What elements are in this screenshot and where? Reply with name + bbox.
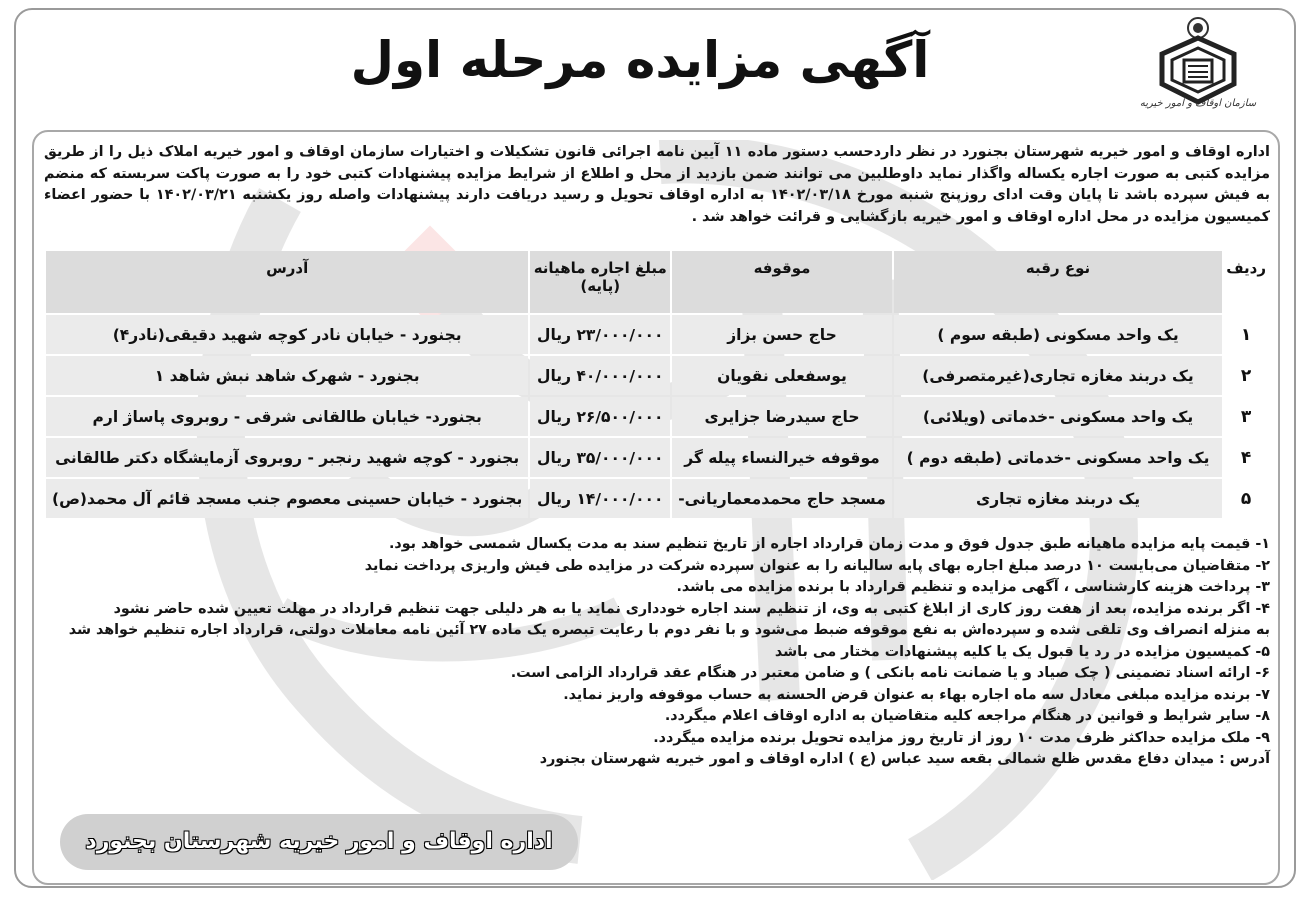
cell-address: بجنورد - کوچه شهید رنجبر - روبروی آزمایشگاه دکتر طالقانی <box>46 438 528 477</box>
cell-row-number: ۲ <box>1224 356 1268 395</box>
cell-row-number: ۴ <box>1224 438 1268 477</box>
cell-property-type: یک دربند مغازه تجاری <box>894 479 1222 518</box>
cell-monthly-rent: ۴۰/۰۰۰/۰۰۰ ریال <box>530 356 670 395</box>
table-header-row <box>46 251 1268 313</box>
cell-monthly-rent: ۱۴/۰۰۰/۰۰۰ ریال <box>530 479 670 518</box>
cell-address: بجنورد - خیابان نادر کوچه شهید دقیقی(نادر۴) <box>46 315 528 354</box>
table-row <box>46 479 1268 518</box>
term-item: ۱- قیمت پایه مزایده ماهیانه طبق جدول فوق و مدت زمان قرارداد اجاره از تاریخ تنظیم سند به مدت یکسال شمسی خواهد بود. <box>388 536 1270 552</box>
intro-paragraph <box>44 142 1270 242</box>
table-row <box>46 356 1268 395</box>
cell-monthly-rent: ۲۳/۰۰۰/۰۰۰ ریال <box>530 315 670 354</box>
term-item: ۸- سایر شرایط و قوانین در هنگام مراجعه کلیه متقاضیان به اداره اوقاف اعلام میگردد. <box>664 708 1270 724</box>
cell-endowment: حاج سیدرضا جزایری <box>672 397 892 436</box>
cell-row-number: ۳ <box>1224 397 1268 436</box>
term-item: ۳- پرداخت هزینه کارشناسی ، آگهی مزایده و تنظیم قرارداد با برنده مزایده می باشد. <box>676 579 1270 595</box>
term-item: ۷- برنده مزایده مبلغی معادل سه ماه اجاره بهاء به عنوان قرض الحسنه به حساب موقوفه واریز نماید. <box>563 686 1270 703</box>
cell-address: بجنورد - خیابان حسینی معصوم جنب مسجد قائم آل محمد(ص) <box>46 479 528 518</box>
header-row-number: ردیف <box>1224 251 1268 313</box>
cell-endowment: موقوفه خیرالنساء پیله گر <box>672 438 892 477</box>
header-property-type: نوع رقبه <box>894 251 1222 313</box>
page-title: آگهی مزایده مرحله اول <box>350 31 930 89</box>
term-item: ۴- اگر برنده مزایده، بعد از هفت روز کاری از ابلاغ کتبی به وی، از تنظیم سند اجاره خودداری نماید یا به هر دلیلی جهت تنظیم قرارداد در مهلت تعیین شده حاضر نشود <box>113 600 1270 617</box>
term-item: ۹- ملک مزایده حداکثر ظرف مدت ۱۰ روز از تاریخ روز مزایده تحویل برنده مزایده میگردد. <box>653 729 1270 746</box>
cell-property-type: یک واحد مسکونی -خدماتی (ویلائی) <box>894 397 1222 436</box>
cell-address: بجنورد- خیابان طالقانی شرقی - روبروی پاساژ ارم <box>46 397 528 436</box>
cell-endowment: حاج حسن بزاز <box>672 315 892 354</box>
cell-address: بجنورد - شهرک شاهد نبش شاهد ۱ <box>46 356 528 395</box>
cell-property-type: یک واحد مسکونی (طبقه سوم ) <box>894 315 1222 354</box>
header-endowment: موقوفه <box>672 251 892 313</box>
table-row <box>46 315 1268 354</box>
cell-row-number: ۵ <box>1224 479 1268 518</box>
intro-text: در نظر داردحسب دستور ماده ۱۱ آیین نامه اجرائی قانون تشکیلات و اختیارات سازمان اوقاف و امور خیریه املاک ذیل را از طریق مزایده کتبی به صورت اجاره یکساله واگذار نماید داوطلبین می توانند ضمن بازدید از محل و اطلاع از شرایط مزایده پیشنهادات کتبی خود را به صورت پاکت سربسته که منضم به فیش سپرده باشد تا پایان وقت ادای روزپنج شنبه مورخ ۱۴۰۲/۰۳/۱۸ به اداره اوقاف تحویل و رسید دریافت دارند پیشنهادات واصله روز یکشنبه ۱۴۰۲/۰۳/۲۱ با حضور اعضاء کمیسیون مزایده در محل اداره اوقاف و امور خیریه بازگشایی و قرائت خواهد شد . <box>44 144 1270 225</box>
term-item: ۶- ارائه اسناد تضمینی ( چک صیاد و یا ضمانت نامه بانکی ) و ضامن معتبر در هنگام عقد قرارداد الزامی است. <box>510 665 1270 681</box>
cell-property-type: یک واحد مسکونی -خدماتی (طبقه دوم ) <box>894 438 1222 477</box>
footer-signature: اداره اوقاف و امور خیریه شهرستان بجنورد <box>85 829 553 854</box>
terms-list <box>44 534 1270 794</box>
term-item: ۵- کمیسیون مزایده در رد یا قبول یک یا کلیه پیشنهادات مختار می باشد <box>774 643 1270 660</box>
cell-row-number: ۱ <box>1224 315 1268 354</box>
auction-properties-table <box>44 249 1270 520</box>
cell-monthly-rent: ۳۵/۰۰۰/۰۰۰ ریال <box>530 438 670 477</box>
term-item: ۲- متقاضیان می‌بایست ۱۰ درصد مبلغ اجاره بهای پایه سالیانه را به عنوان سپرده شرکت در مزایده طی فیش واریزی پرداخت نماید <box>364 557 1270 574</box>
logo-caption: سازمان اوقاف و امور خیریه <box>1139 98 1257 109</box>
table-row <box>46 438 1268 477</box>
intro-org-name: اداره اوقاف و امور خیریه شهرستان بجنورد <box>962 144 1270 160</box>
cell-endowment: یوسفعلی نقویان <box>672 356 892 395</box>
office-address: آدرس : میدان دفاع مقدس ظلع شمالی بقعه سید عباس (ع ) اداره اوقاف و امور خیریه شهرستان بجنورد <box>539 751 1270 767</box>
term-item: به منزله انصراف وی تلقی شده و سپرده‌اش به نفع موقوفه ضبط می‌شود و با نفر دوم با رعایت تبصره یک ماده ۲۷ آئین نامه معاملات دولتی، قرارداد اجاره تنظیم خواهد شد <box>68 622 1270 638</box>
cell-property-type: یک دربند مغازه تجاری(غیرمتصرفی) <box>894 356 1222 395</box>
cell-monthly-rent: ۲۶/۵۰۰/۰۰۰ ریال <box>530 397 670 436</box>
header-monthly-rent: مبلغ اجاره ماهیانه (پایه) <box>530 251 670 313</box>
table-row <box>46 397 1268 436</box>
header-address: آدرس <box>46 251 528 313</box>
cell-endowment: مسجد حاج محمدمعماریانی- <box>672 479 892 518</box>
